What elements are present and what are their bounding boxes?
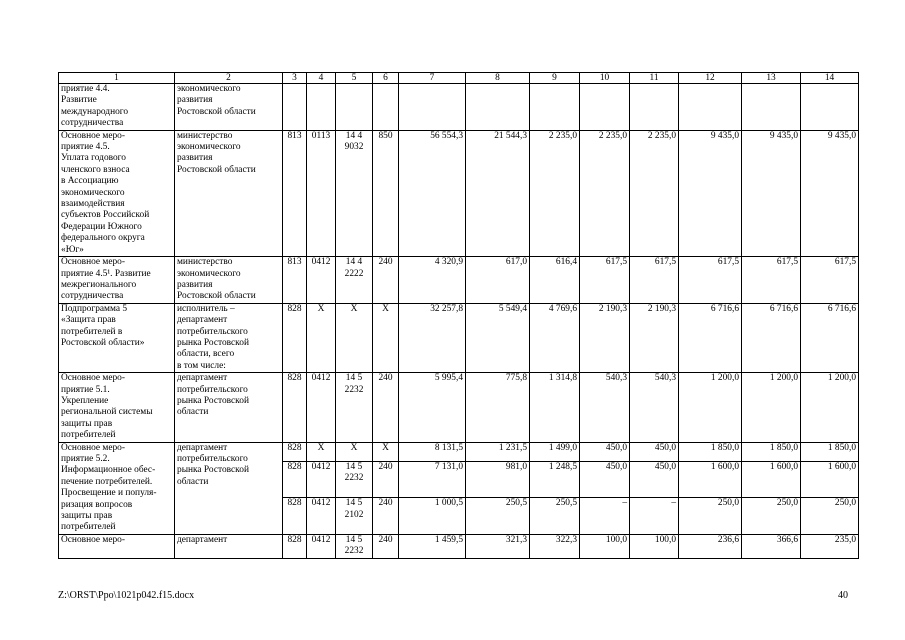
event-name: Основное меро- приятие 4.5. Уплата годового членского взноса в Ассоциацию экономического взаимодействия субъектов Российской Федерации Южного федерального округа «Юг»	[59, 130, 175, 256]
value-cell: 250,0	[801, 498, 859, 535]
value-cell: 100,0	[630, 534, 679, 558]
value-cell: 616,4	[530, 257, 580, 304]
value-cell: 0412	[307, 373, 336, 442]
value-cell: 1 459,5	[399, 534, 466, 558]
value-cell: 14 5 2102	[336, 498, 373, 535]
event-name: Основное меро- приятие 4.5¹. Развитие межрегионального сотрудничества	[59, 257, 175, 304]
executor: экономического развития Ростовской области	[175, 84, 283, 131]
value-cell: 14 4 9032	[336, 130, 373, 256]
column-header: 8	[466, 73, 530, 84]
value-cell: 828	[283, 303, 307, 372]
value-cell: 1 314,8	[530, 373, 580, 442]
executor: департамент	[175, 534, 283, 558]
column-header: 2	[175, 73, 283, 84]
executor: департамент потребительского рынка Ростовской области	[175, 442, 283, 534]
value-cell: 850	[373, 130, 399, 256]
value-cell: 0113	[307, 130, 336, 256]
value-cell: 7 131,0	[399, 461, 466, 498]
value-cell: 450,0	[580, 461, 630, 498]
value-cell	[373, 84, 399, 131]
value-cell: 0412	[307, 534, 336, 558]
table-row	[59, 534, 859, 558]
value-cell: 450,0	[580, 442, 630, 461]
value-cell: 617,5	[630, 257, 679, 304]
value-cell: 14 5 2232	[336, 373, 373, 442]
value-cell: 240	[373, 257, 399, 304]
value-cell: 1 248,5	[530, 461, 580, 498]
value-cell: 828	[283, 373, 307, 442]
value-cell: 813	[283, 130, 307, 256]
value-cell: Х	[373, 442, 399, 461]
column-header: 9	[530, 73, 580, 84]
file-path: Z:\ORST\Ppo\1021p042.f15.docx	[58, 590, 195, 601]
value-cell: 1 200,0	[742, 373, 801, 442]
value-cell: 1 600,0	[801, 461, 859, 498]
value-cell: 1 000,5	[399, 498, 466, 535]
value-cell: Х	[307, 303, 336, 372]
value-cell: 617,5	[580, 257, 630, 304]
value-cell	[307, 84, 336, 131]
value-cell: 540,3	[580, 373, 630, 442]
value-cell: 1 200,0	[679, 373, 742, 442]
value-cell: 617,0	[466, 257, 530, 304]
value-cell: 240	[373, 498, 399, 535]
value-cell: 14 5 2232	[336, 534, 373, 558]
value-cell: 4 769,6	[530, 303, 580, 372]
column-header: 3	[283, 73, 307, 84]
value-cell: 250,0	[742, 498, 801, 535]
value-cell	[336, 84, 373, 131]
value-cell: 9 435,0	[742, 130, 801, 256]
value-cell: 5 549,4	[466, 303, 530, 372]
value-cell: 240	[373, 534, 399, 558]
value-cell: 100,0	[580, 534, 630, 558]
column-header: 10	[580, 73, 630, 84]
value-cell	[679, 84, 742, 131]
value-cell: 321,3	[466, 534, 530, 558]
value-cell	[742, 84, 801, 131]
value-cell: Х	[336, 442, 373, 461]
executor: министерство экономического развития Ростовской области	[175, 130, 283, 256]
value-cell	[530, 84, 580, 131]
event-name: Подпрограмма 5 «Защита прав потребителей в Ростовской области»	[59, 303, 175, 372]
value-cell: 450,0	[630, 461, 679, 498]
value-cell: Х	[307, 442, 336, 461]
value-cell: 250,0	[679, 498, 742, 535]
value-cell: 813	[283, 257, 307, 304]
value-cell	[580, 84, 630, 131]
value-cell: 2 190,3	[630, 303, 679, 372]
value-cell: 6 716,6	[679, 303, 742, 372]
executor: департамент потребительского рынка Ростовской области	[175, 373, 283, 442]
value-cell: 21 544,3	[466, 130, 530, 256]
value-cell: 4 320,9	[399, 257, 466, 304]
executor: министерство экономического развития Ростовской области	[175, 257, 283, 304]
value-cell: 1 200,0	[801, 373, 859, 442]
value-cell: 2 190,3	[580, 303, 630, 372]
value-cell: 828	[283, 442, 307, 461]
value-cell: 828	[283, 534, 307, 558]
table-row	[59, 130, 859, 256]
value-cell: 617,5	[801, 257, 859, 304]
value-cell: 250,5	[466, 498, 530, 535]
column-header: 13	[742, 73, 801, 84]
value-cell: 5 995,4	[399, 373, 466, 442]
value-cell	[466, 84, 530, 131]
value-cell	[630, 84, 679, 131]
value-cell: 6 716,6	[801, 303, 859, 372]
value-cell: 775,8	[466, 373, 530, 442]
value-cell: 9 435,0	[801, 130, 859, 256]
table-row	[59, 442, 859, 461]
value-cell: 540,3	[630, 373, 679, 442]
value-cell: 9 435,0	[679, 130, 742, 256]
value-cell	[283, 84, 307, 131]
value-cell: 14 4 2222	[336, 257, 373, 304]
column-header: 5	[336, 73, 373, 84]
column-header: 7	[399, 73, 466, 84]
value-cell: 450,0	[630, 442, 679, 461]
value-cell: 1 600,0	[742, 461, 801, 498]
column-header: 4	[307, 73, 336, 84]
event-name: Основное меро- приятие 5.2. Информационное обес- печение потребителей. Просвещение и популя- ризация вопросов защиты прав потребителей	[59, 442, 175, 534]
value-cell: Х	[336, 303, 373, 372]
table-row	[59, 84, 859, 131]
value-cell: –	[580, 498, 630, 535]
value-cell: 828	[283, 498, 307, 535]
event-name: Основное меро-	[59, 534, 175, 558]
value-cell: 6 716,6	[742, 303, 801, 372]
value-cell: 56 554,3	[399, 130, 466, 256]
value-cell: 617,5	[679, 257, 742, 304]
value-cell: 240	[373, 461, 399, 498]
value-cell: 0412	[307, 498, 336, 535]
value-cell: 1 850,0	[679, 442, 742, 461]
value-cell	[399, 84, 466, 131]
value-cell: 236,6	[679, 534, 742, 558]
value-cell: 2 235,0	[630, 130, 679, 256]
budget-table	[58, 72, 859, 559]
value-cell: 8 131,5	[399, 442, 466, 461]
value-cell: 322,3	[530, 534, 580, 558]
event-name: приятие 4.4. Развитие международного сотрудничества	[59, 84, 175, 131]
column-header: 6	[373, 73, 399, 84]
value-cell: 828	[283, 461, 307, 498]
value-cell: 2 235,0	[580, 130, 630, 256]
value-cell: 0412	[307, 257, 336, 304]
value-cell: 240	[373, 373, 399, 442]
value-cell: 617,5	[742, 257, 801, 304]
value-cell: 1 499,0	[530, 442, 580, 461]
event-name: Основное меро- приятие 5.1. Укрепление региональной системы защиты прав потребителей	[59, 373, 175, 442]
column-header: 1	[59, 73, 175, 84]
value-cell: 1 850,0	[742, 442, 801, 461]
table-row	[59, 303, 859, 372]
value-cell: 2 235,0	[530, 130, 580, 256]
page-number: 40	[838, 590, 848, 601]
column-header: 11	[630, 73, 679, 84]
header-row	[59, 73, 859, 84]
table-row	[59, 373, 859, 442]
column-header: 12	[679, 73, 742, 84]
value-cell: 1 850,0	[801, 442, 859, 461]
value-cell: 366,6	[742, 534, 801, 558]
value-cell: –	[630, 498, 679, 535]
value-cell: 14 5 2232	[336, 461, 373, 498]
value-cell: 0412	[307, 461, 336, 498]
executor: исполнитель – департамент потребительского рынка Ростовской области, всего в том числе:	[175, 303, 283, 372]
column-header: 14	[801, 73, 859, 84]
value-cell: 1 231,5	[466, 442, 530, 461]
value-cell: 1 600,0	[679, 461, 742, 498]
value-cell	[801, 84, 859, 131]
value-cell: 250,5	[530, 498, 580, 535]
value-cell: Х	[373, 303, 399, 372]
value-cell: 235,0	[801, 534, 859, 558]
table-row	[59, 257, 859, 304]
value-cell: 981,0	[466, 461, 530, 498]
value-cell: 32 257,8	[399, 303, 466, 372]
